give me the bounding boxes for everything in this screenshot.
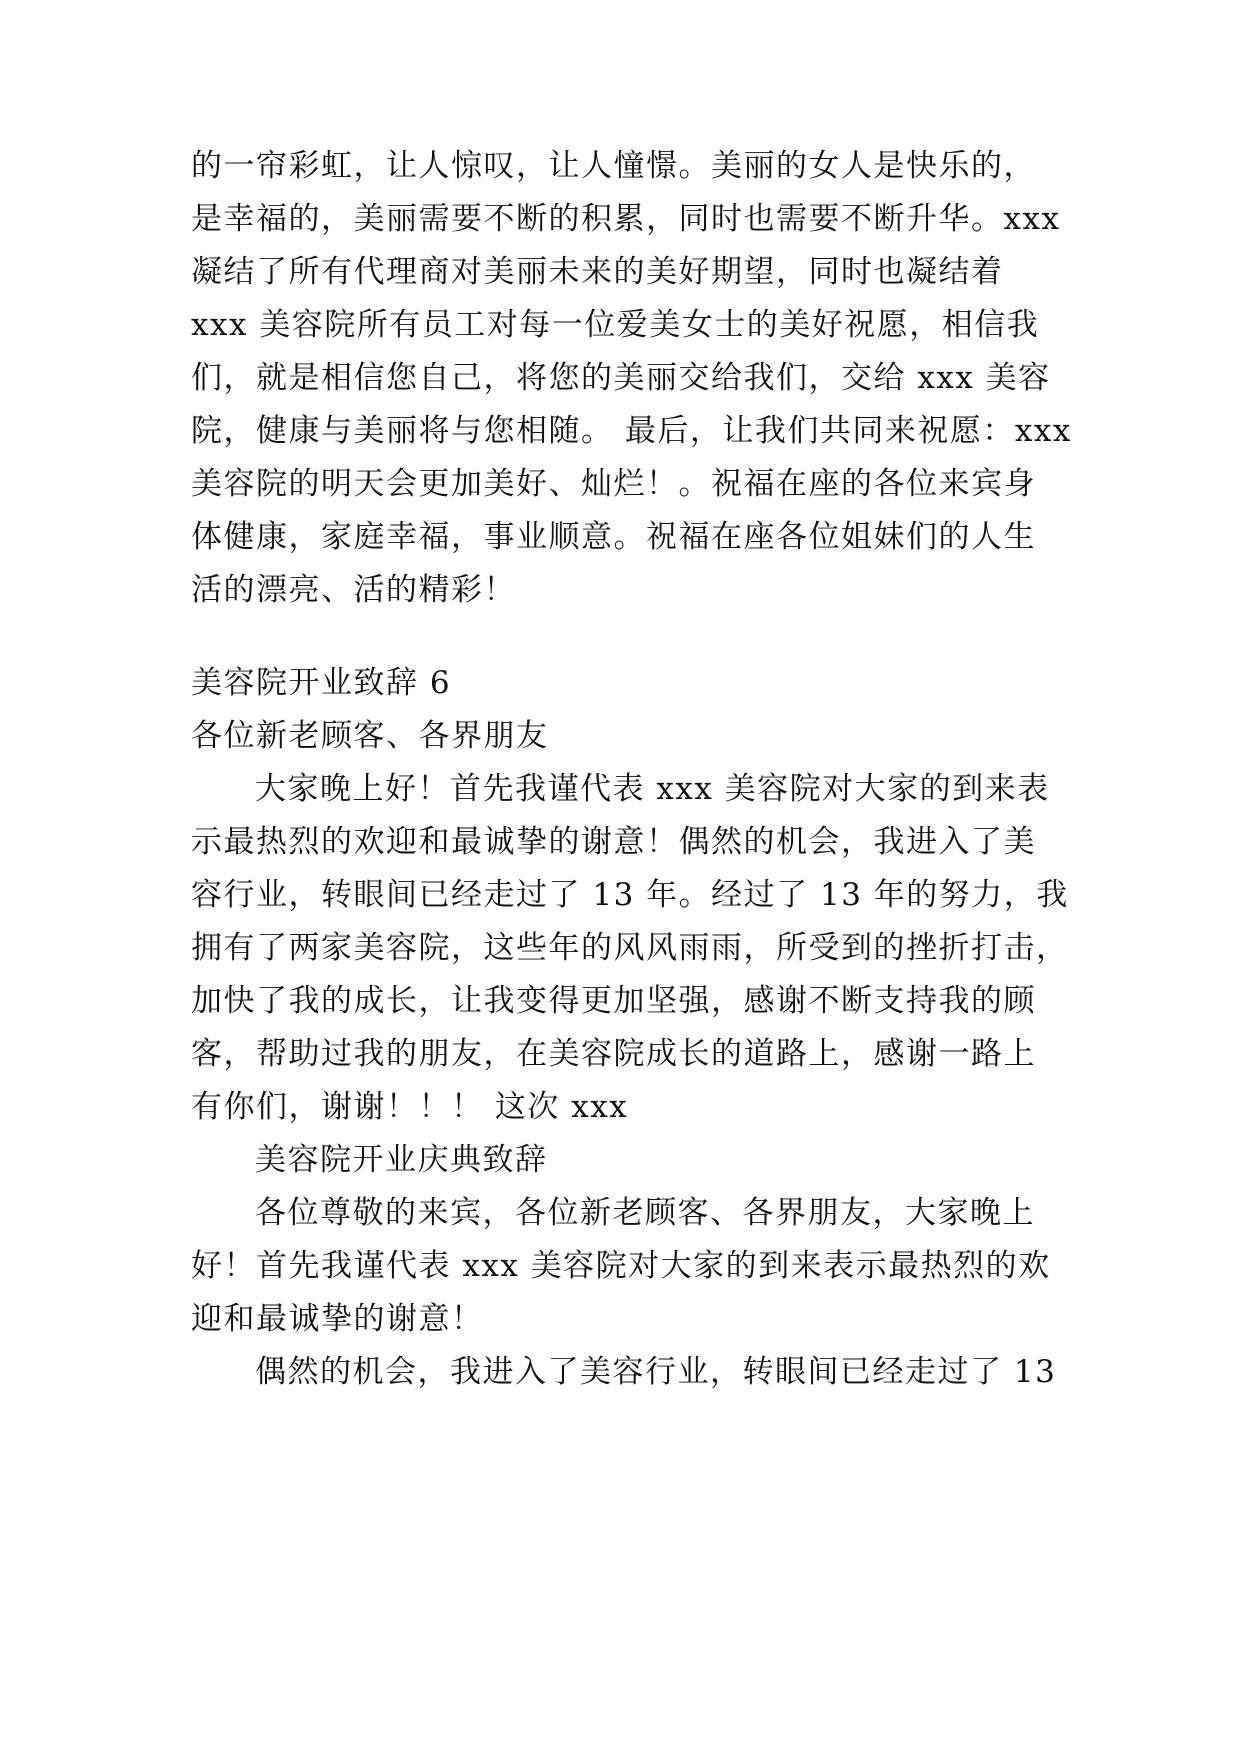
text-line: 客，帮助过我的朋友，在美容院成长的道路上，感谢一路上 [191,1036,1036,1072]
text-line: xxx 美容院所有员工对每一位爱美女士的美好祝愿，相信我 [191,307,1040,343]
text-line: 容行业，转眼间已经走过了 13 年。经过了 13 年的努力，我 [191,877,1069,913]
text-line: 有你们，谢谢！！！ 这次 xxx [191,1089,629,1125]
text-line: 拥有了两家美容院，这些年的风风雨雨，所受到的挫折打击， [191,930,1069,966]
text-line: 体健康，家庭幸福，事业顺意。祝福在座各位姐妹们的人生 [191,519,1036,555]
text-line: 迎和最诚挚的谢意！ [191,1301,484,1337]
subsection-title: 美容院开业庆典致辞 [255,1142,548,1178]
text-line: 好！首先我谨代表 xxx 美容院对大家的到来表示最热烈的欢 [191,1248,1051,1284]
text-line: 院，健康与美丽将与您相随。 最后，让我们共同来祝愿：xxx [191,413,1072,449]
text-line: 凝结了所有代理商对美丽未来的美好期望，同时也凝结着 [191,254,1004,290]
text-line: 各位尊敬的来宾，各位新老顾客、各界朋友，大家晚上 [255,1195,1035,1231]
text-line: 们，就是相信您自己，将您的美丽交给我们，交给 xxx 美容 [191,360,1051,396]
text-line: 加快了我的成长，让我变得更加坚强，感谢不断支持我的顾 [191,983,1036,1019]
text-line: 的一帘彩虹，让人惊叹，让人憧憬。美丽的女人是快乐的， [191,148,1036,184]
salutation: 各位新老顾客、各界朋友 [191,718,549,754]
text-line: 大家晚上好！首先我谨代表 xxx 美容院对大家的到来表 [255,771,1050,807]
text-line: 偶然的机会，我进入了美容行业，转眼间已经走过了 13 [255,1354,1057,1390]
text-line: 示最热烈的欢迎和最诚挚的谢意！偶然的机会，我进入了美 [191,824,1036,860]
text-line: 活的漂亮、活的精彩！ [191,572,516,608]
section-title: 美容院开业致辞 6 [191,665,452,701]
text-line: 是幸福的，美丽需要不断的积累，同时也需要不断升华。xxx [191,201,1061,237]
text-line: 美容院的明天会更加美好、灿烂！。祝福在座的各位来宾身 [191,466,1036,502]
